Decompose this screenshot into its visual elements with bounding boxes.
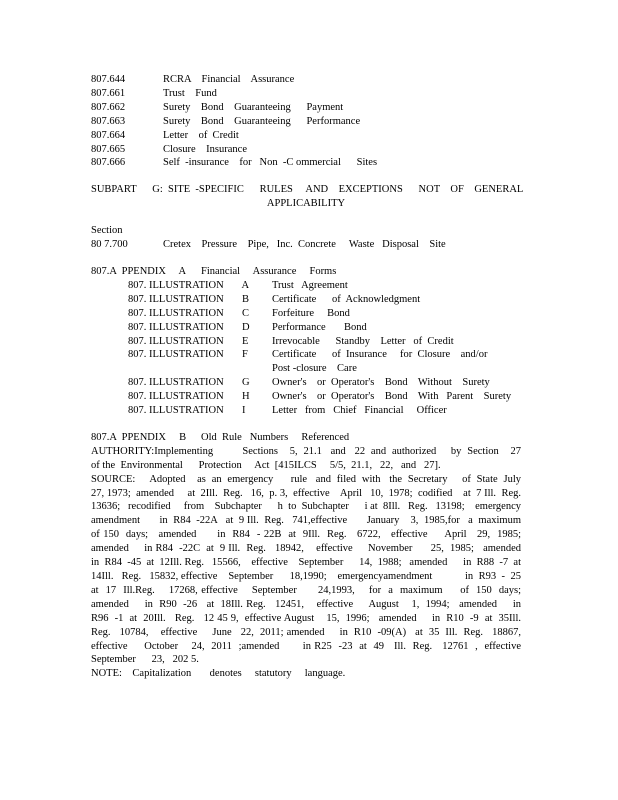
section-number: 807.665 [91, 143, 126, 155]
toc-row [91, 156, 521, 170]
illustration-number: 807. ILLUSTRATION G [128, 377, 250, 389]
illustration-title: Letter from Chief Financial Officer [272, 405, 447, 417]
illustration-title: Certificate of Insurance for Closure and/or Post -closure Care [272, 349, 496, 375]
toc-section-list [91, 73, 521, 170]
illustration-title: Performance Bond [272, 321, 367, 333]
subpart-title-line1: SUBPART G: SITE -SPECIFIC RULES AND EXCEPTIONS NOT OF GENERAL [91, 184, 524, 196]
appendix-title: Financial Assurance Forms [201, 265, 337, 277]
appendix-label: 807.A PPENDIX B [91, 431, 187, 443]
section-number: 807.662 [91, 101, 126, 113]
illustration-number: 807. ILLUSTRATION F [128, 349, 248, 361]
section-title: Surety Bond Guaranteeing Payment [163, 101, 344, 113]
document-page [91, 73, 537, 681]
appendix-b-heading [91, 431, 521, 445]
section-number: 807.644 [91, 74, 126, 85]
toc-row [91, 238, 521, 252]
illustration-title: Forfeiture Bond [272, 307, 350, 319]
authority-paragraph: AUTHORITY:Implementing Sections 5, 21.1 and 22 and authorized by Section 27 of the Environmental Protection Act [415ILCS 5/5, 21.1, 22, and 27]. [91, 445, 527, 471]
illustration-title: Trust Agreement [272, 279, 348, 291]
illustration-title: Irrevocable Standby Letter of Credit [272, 335, 454, 347]
section-number: 807.661 [91, 87, 126, 99]
source-paragraph: SOURCE: Adopted as an emergency rule and filed with the Secretary of State July 27, 1973; amended at 2Ill. Reg. 16, p. 3, effective April 10, 1978; codified at 7 Ill. Reg. 13636; recodified from Subchapter h to Subchapter i at 8Ill. Reg. 13198; emergency amendment in R84 -22A at 9 Ill. Reg. 741,effective January 3, 1985,for a maximum of 150 days; amended in R84 - 22B at 9Ill. Reg. 6722, effective April 29, 1985; amended in R84 -22C at 9 Ill. Reg. 18942, effective November 25, 1985; amended in R84 -45 at 12Ill. Reg. 15566, effective September 14, 1988; amended in R88 -7 at 14Ill. Reg. 15832, effective September 18,1990; emergencyamendment in R93 - 25 at 17 Ill.Reg. 17268, effective September 24,1993, for a maximum of 150 days; amended in R90 -26 at 18Ill. Reg. 12451, effective August 1, 1994; amended in R96 -1 at 20Ill. Reg. 12 45 9, effective August 15, 1996; amended in R10 -9 at 35Ill. Reg. 10784, effective June 22, 2011; amended in R10 -09(A) at 35 Ill. Reg. 18867, effective October 24, 2011 ;amended in R25 -23 at 49 Ill. Reg. 12761 , effective September 23, 202 5. [91, 473, 537, 666]
toc-row [91, 115, 521, 129]
section-number: 80 7.700 [91, 239, 128, 251]
illustration-row [91, 335, 521, 349]
section-number: 807.666 [91, 157, 126, 169]
illustration-number: 807. ILLUSTRATION B [128, 293, 250, 305]
illustration-row [91, 321, 521, 335]
section-title: Cretex Pressure Pipe, Inc. Concrete Waste Disposal Site [163, 239, 446, 251]
illustration-title: Owner's or Operator's Bond Without Surety [272, 377, 490, 389]
subpart-title-line2: APPLICABILITY [266, 198, 346, 210]
section-title: Surety Bond Guaranteeing Performance [163, 115, 361, 127]
section-title: RCRA Financial Assurance [163, 74, 295, 85]
note-paragraph: NOTE: Capitalization denotes statutory language. [91, 668, 346, 680]
section-title: Closure Insurance [163, 143, 247, 155]
illustration-row [91, 404, 521, 418]
section-number: 807.664 [91, 129, 126, 141]
appendix-a-heading [91, 265, 521, 279]
illustration-number: 807. ILLUSTRATION H [128, 391, 250, 403]
illustration-row [91, 293, 521, 307]
subpart-heading [91, 183, 524, 211]
illustration-number: 807. ILLUSTRATION I [128, 405, 246, 417]
illustration-row [91, 348, 521, 376]
appendix-title: Old Rule Numbers Referenced [201, 431, 350, 443]
section-title: Trust Fund [163, 87, 217, 99]
illustration-title: Owner's or Operator's Bond With Parent Surety [272, 391, 512, 403]
illustration-title: Certificate of Acknowledgment [272, 293, 421, 305]
illustration-row [91, 279, 521, 293]
illustration-number: 807. ILLUSTRATION C [128, 307, 250, 319]
section-title: Letter of Credit [163, 129, 239, 141]
illustration-number: 807. ILLUSTRATION A [128, 279, 250, 291]
section-label: Section [91, 225, 123, 237]
illustration-row [91, 390, 521, 404]
appendix-a-block [91, 265, 521, 418]
toc-row [91, 73, 521, 87]
illustration-row [91, 376, 521, 390]
toc-row [91, 129, 521, 143]
section-block [91, 224, 521, 252]
section-title: Self -insurance for Non -C ommercial Sites [163, 157, 378, 169]
toc-row [91, 101, 521, 115]
illustration-number: 807. ILLUSTRATION E [128, 335, 249, 347]
section-number: 807.663 [91, 115, 126, 127]
illustration-row [91, 307, 521, 321]
toc-row [91, 143, 521, 157]
appendix-label: 807.A PPENDIX A [91, 265, 187, 277]
toc-row [91, 87, 521, 101]
illustration-number: 807. ILLUSTRATION D [128, 321, 250, 333]
